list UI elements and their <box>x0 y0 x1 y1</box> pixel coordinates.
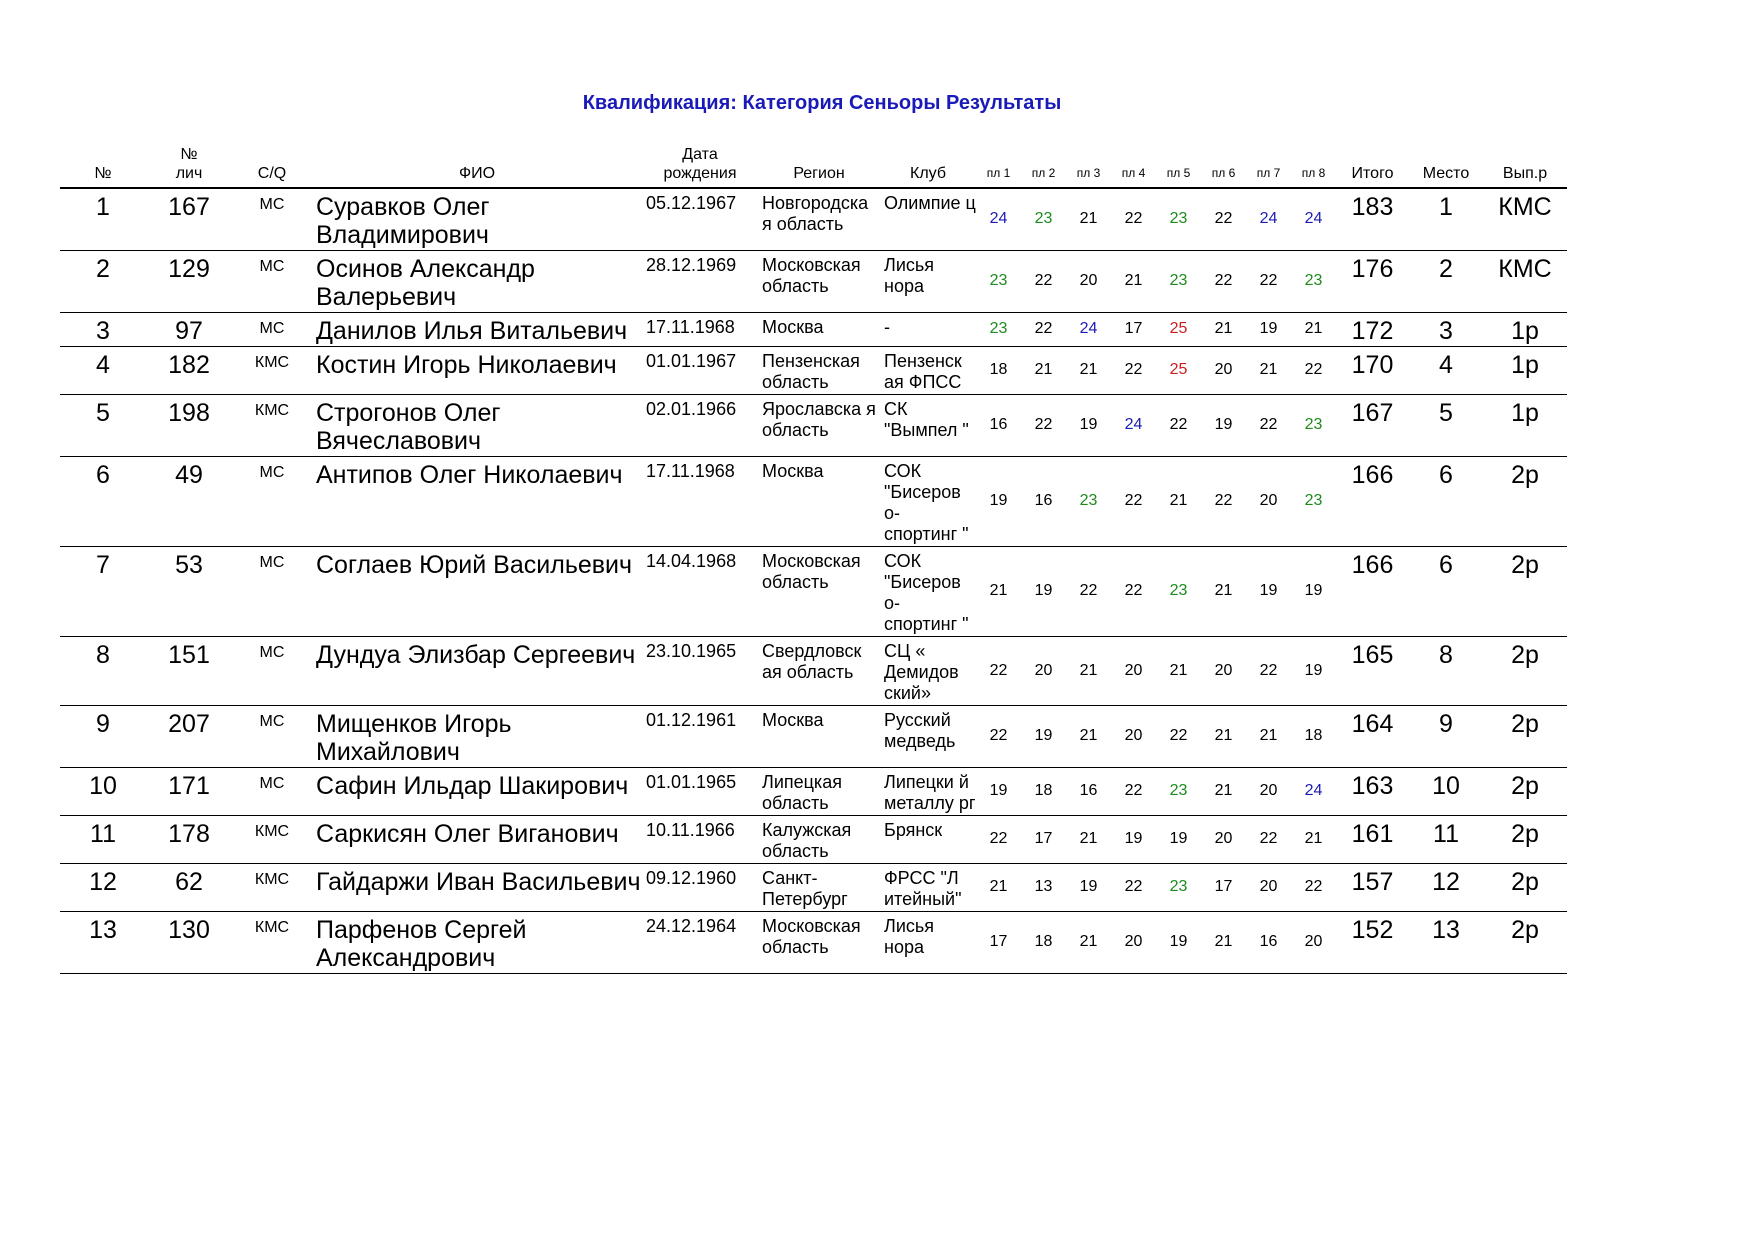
row-score-pl5: 21 <box>1156 637 1201 706</box>
row-club: Русский медведь <box>880 706 976 768</box>
row-bib: 178 <box>146 816 232 864</box>
row-rank: КМС <box>1483 188 1567 251</box>
row-score-pl6: 22 <box>1201 457 1246 547</box>
row-score-pl6: 21 <box>1201 313 1246 347</box>
row-club: Лисья нора <box>880 251 976 313</box>
row-club: Олимпие ц <box>880 188 976 251</box>
row-rank: 2р <box>1483 706 1567 768</box>
row-score-pl8: 18 <box>1291 706 1336 768</box>
row-place: 9 <box>1409 706 1483 768</box>
row-score-pl7: 21 <box>1246 706 1291 768</box>
header-bib: № лич <box>146 145 232 188</box>
row-score-pl1: 22 <box>976 637 1021 706</box>
row-score-pl8: 23 <box>1291 395 1336 457</box>
row-region: Московская область <box>758 912 880 974</box>
row-region: Москва <box>758 457 880 547</box>
row-dob: 01.01.1965 <box>642 768 758 816</box>
row-score-pl2: 18 <box>1021 912 1066 974</box>
row-score-pl3: 19 <box>1066 864 1111 912</box>
row-score-pl7: 20 <box>1246 864 1291 912</box>
row-dob: 05.12.1967 <box>642 188 758 251</box>
row-fio: Дундуа Элизбар Сергеевич <box>312 637 642 706</box>
row-score-pl3: 22 <box>1066 547 1111 637</box>
table-row <box>60 313 1567 347</box>
table-row <box>60 912 1567 974</box>
row-region: Санкт- Петербург <box>758 864 880 912</box>
row-score-pl1: 16 <box>976 395 1021 457</box>
row-bib: 182 <box>146 347 232 395</box>
row-place: 10 <box>1409 768 1483 816</box>
row-bib: 171 <box>146 768 232 816</box>
row-fio: Данилов Илья Витальевич <box>312 313 642 347</box>
row-fio: Мищенков Игорь Михайлович <box>312 706 642 768</box>
row-score-pl6: 20 <box>1201 637 1246 706</box>
row-cq: МС <box>232 457 312 547</box>
row-score-pl4: 21 <box>1111 251 1156 313</box>
row-fio: Осинов Александр Валерьевич <box>312 251 642 313</box>
row-bib: 62 <box>146 864 232 912</box>
row-score-pl7: 22 <box>1246 251 1291 313</box>
row-num: 7 <box>60 547 146 637</box>
row-bib: 167 <box>146 188 232 251</box>
row-score-pl5: 23 <box>1156 251 1201 313</box>
row-score-pl6: 22 <box>1201 251 1246 313</box>
row-place: 1 <box>1409 188 1483 251</box>
header-row <box>60 145 1567 188</box>
row-cq: МС <box>232 313 312 347</box>
header-pl1: пл 1 <box>976 145 1021 188</box>
row-bib: 53 <box>146 547 232 637</box>
row-bib: 151 <box>146 637 232 706</box>
header-pl2: пл 2 <box>1021 145 1066 188</box>
row-dob: 17.11.1968 <box>642 457 758 547</box>
header-num: № <box>60 145 146 188</box>
row-dob: 02.01.1966 <box>642 395 758 457</box>
row-score-pl5: 25 <box>1156 313 1201 347</box>
row-cq: КМС <box>232 395 312 457</box>
row-bib: 49 <box>146 457 232 547</box>
row-score-pl1: 19 <box>976 768 1021 816</box>
row-score-pl8: 19 <box>1291 637 1336 706</box>
row-num: 4 <box>60 347 146 395</box>
row-score-pl2: 16 <box>1021 457 1066 547</box>
row-score-pl7: 20 <box>1246 457 1291 547</box>
row-total: 161 <box>1336 816 1409 864</box>
row-score-pl8: 24 <box>1291 768 1336 816</box>
row-score-pl2: 22 <box>1021 251 1066 313</box>
row-score-pl4: 19 <box>1111 816 1156 864</box>
row-rank: 2р <box>1483 864 1567 912</box>
row-score-pl2: 19 <box>1021 547 1066 637</box>
row-score-pl4: 20 <box>1111 912 1156 974</box>
row-dob: 10.11.1966 <box>642 816 758 864</box>
row-score-pl2: 13 <box>1021 864 1066 912</box>
table-row <box>60 188 1567 251</box>
row-region: Ярославска я область <box>758 395 880 457</box>
row-rank: 1р <box>1483 347 1567 395</box>
header-pl8: пл 8 <box>1291 145 1336 188</box>
row-region: Липецкая область <box>758 768 880 816</box>
row-bib: 130 <box>146 912 232 974</box>
header-cq: C/Q <box>232 145 312 188</box>
row-score-pl4: 22 <box>1111 347 1156 395</box>
row-cq: МС <box>232 768 312 816</box>
row-club: - <box>880 313 976 347</box>
row-score-pl2: 20 <box>1021 637 1066 706</box>
row-score-pl2: 18 <box>1021 768 1066 816</box>
row-score-pl8: 21 <box>1291 313 1336 347</box>
row-place: 12 <box>1409 864 1483 912</box>
row-score-pl1: 21 <box>976 547 1021 637</box>
row-club: Брянск <box>880 816 976 864</box>
row-dob: 01.12.1961 <box>642 706 758 768</box>
header-fio: ФИО <box>312 145 642 188</box>
row-club: СОК "Бисеров о- спортинг " <box>880 547 976 637</box>
row-score-pl8: 22 <box>1291 347 1336 395</box>
row-fio: Антипов Олег Николаевич <box>312 457 642 547</box>
row-fio: Парфенов Сергей Александрович <box>312 912 642 974</box>
row-score-pl4: 24 <box>1111 395 1156 457</box>
row-place: 3 <box>1409 313 1483 347</box>
row-score-pl4: 22 <box>1111 457 1156 547</box>
row-club: СК "Вымпел " <box>880 395 976 457</box>
row-score-pl3: 21 <box>1066 816 1111 864</box>
row-score-pl1: 21 <box>976 864 1021 912</box>
row-rank: 2р <box>1483 457 1567 547</box>
row-bib: 129 <box>146 251 232 313</box>
row-score-pl5: 19 <box>1156 816 1201 864</box>
row-num: 11 <box>60 816 146 864</box>
header-pl6: пл 6 <box>1201 145 1246 188</box>
row-score-pl6: 21 <box>1201 768 1246 816</box>
row-bib: 207 <box>146 706 232 768</box>
header-pl7: пл 7 <box>1246 145 1291 188</box>
row-score-pl1: 24 <box>976 188 1021 251</box>
row-place: 6 <box>1409 457 1483 547</box>
row-club: Липецки й металлу рг <box>880 768 976 816</box>
row-score-pl3: 23 <box>1066 457 1111 547</box>
row-score-pl6: 21 <box>1201 912 1246 974</box>
row-region: Свердловск ая область <box>758 637 880 706</box>
row-score-pl2: 17 <box>1021 816 1066 864</box>
row-num: 10 <box>60 768 146 816</box>
row-cq: МС <box>232 547 312 637</box>
table-row <box>60 706 1567 768</box>
row-score-pl7: 16 <box>1246 912 1291 974</box>
row-rank: 2р <box>1483 912 1567 974</box>
row-num: 2 <box>60 251 146 313</box>
row-region: Московская область <box>758 251 880 313</box>
row-total: 166 <box>1336 457 1409 547</box>
row-dob: 17.11.1968 <box>642 313 758 347</box>
row-cq: КМС <box>232 816 312 864</box>
row-score-pl5: 23 <box>1156 188 1201 251</box>
row-total: 166 <box>1336 547 1409 637</box>
row-score-pl5: 19 <box>1156 912 1201 974</box>
row-score-pl2: 22 <box>1021 395 1066 457</box>
row-score-pl6: 20 <box>1201 347 1246 395</box>
row-dob: 09.12.1960 <box>642 864 758 912</box>
row-num: 12 <box>60 864 146 912</box>
row-club: СЦ « Демидов ский» <box>880 637 976 706</box>
row-score-pl1: 22 <box>976 706 1021 768</box>
row-dob: 28.12.1969 <box>642 251 758 313</box>
row-score-pl4: 17 <box>1111 313 1156 347</box>
header-club: Клуб <box>880 145 976 188</box>
row-score-pl6: 20 <box>1201 816 1246 864</box>
row-place: 2 <box>1409 251 1483 313</box>
row-place: 8 <box>1409 637 1483 706</box>
row-score-pl5: 25 <box>1156 347 1201 395</box>
row-score-pl3: 21 <box>1066 347 1111 395</box>
header-pl5: пл 5 <box>1156 145 1201 188</box>
row-rank: КМС <box>1483 251 1567 313</box>
row-club: ФРСС "Л итейный" <box>880 864 976 912</box>
row-score-pl7: 20 <box>1246 768 1291 816</box>
row-total: 157 <box>1336 864 1409 912</box>
row-score-pl7: 19 <box>1246 313 1291 347</box>
row-score-pl3: 21 <box>1066 188 1111 251</box>
row-score-pl4: 22 <box>1111 864 1156 912</box>
row-score-pl4: 22 <box>1111 547 1156 637</box>
header-total: Итого <box>1336 145 1409 188</box>
row-score-pl1: 18 <box>976 347 1021 395</box>
row-score-pl1: 23 <box>976 251 1021 313</box>
row-fio: Гайдаржи Иван Васильевич <box>312 864 642 912</box>
row-region: Пензенская область <box>758 347 880 395</box>
row-score-pl4: 22 <box>1111 768 1156 816</box>
row-score-pl7: 22 <box>1246 816 1291 864</box>
row-num: 1 <box>60 188 146 251</box>
row-score-pl8: 24 <box>1291 188 1336 251</box>
row-num: 13 <box>60 912 146 974</box>
row-rank: 2р <box>1483 768 1567 816</box>
row-score-pl8: 22 <box>1291 864 1336 912</box>
row-fio: Саркисян Олег Виганович <box>312 816 642 864</box>
row-num: 9 <box>60 706 146 768</box>
row-score-pl7: 22 <box>1246 637 1291 706</box>
results-table <box>60 145 1567 974</box>
row-score-pl4: 20 <box>1111 637 1156 706</box>
row-score-pl3: 20 <box>1066 251 1111 313</box>
row-cq: МС <box>232 251 312 313</box>
row-rank: 1р <box>1483 313 1567 347</box>
row-total: 152 <box>1336 912 1409 974</box>
row-score-pl1: 23 <box>976 313 1021 347</box>
row-fio: Костин Игорь Николаевич <box>312 347 642 395</box>
table-row <box>60 347 1567 395</box>
row-score-pl5: 21 <box>1156 457 1201 547</box>
row-place: 4 <box>1409 347 1483 395</box>
table-row <box>60 547 1567 637</box>
row-total: 170 <box>1336 347 1409 395</box>
row-score-pl7: 21 <box>1246 347 1291 395</box>
row-score-pl6: 19 <box>1201 395 1246 457</box>
row-club: Лисья нора <box>880 912 976 974</box>
row-dob: 14.04.1968 <box>642 547 758 637</box>
row-score-pl3: 24 <box>1066 313 1111 347</box>
table-row <box>60 457 1567 547</box>
row-score-pl7: 19 <box>1246 547 1291 637</box>
row-score-pl5: 22 <box>1156 395 1201 457</box>
row-score-pl7: 24 <box>1246 188 1291 251</box>
row-region: Московская область <box>758 547 880 637</box>
row-score-pl3: 21 <box>1066 706 1111 768</box>
row-score-pl6: 21 <box>1201 706 1246 768</box>
row-region: Новгородска я область <box>758 188 880 251</box>
row-score-pl8: 20 <box>1291 912 1336 974</box>
row-rank: 2р <box>1483 816 1567 864</box>
row-total: 163 <box>1336 768 1409 816</box>
header-region: Регион <box>758 145 880 188</box>
row-total: 165 <box>1336 637 1409 706</box>
table-row <box>60 768 1567 816</box>
page-title: Квалификация: Категория Сеньоры Результаты <box>582 92 1062 114</box>
table-row <box>60 637 1567 706</box>
table-row <box>60 395 1567 457</box>
row-region: Москва <box>758 706 880 768</box>
row-score-pl7: 22 <box>1246 395 1291 457</box>
row-fio: Строгонов Олег Вячеславович <box>312 395 642 457</box>
row-score-pl8: 23 <box>1291 457 1336 547</box>
row-score-pl3: 21 <box>1066 912 1111 974</box>
row-fio: Соглаев Юрий Васильевич <box>312 547 642 637</box>
header-dob: Дата рождения <box>642 145 758 188</box>
row-club: СОК "Бисеров о- спортинг " <box>880 457 976 547</box>
row-dob: 23.10.1965 <box>642 637 758 706</box>
row-score-pl3: 21 <box>1066 637 1111 706</box>
row-dob: 01.01.1967 <box>642 347 758 395</box>
row-place: 5 <box>1409 395 1483 457</box>
row-score-pl6: 17 <box>1201 864 1246 912</box>
results-body <box>60 188 1567 974</box>
row-club: Пензенск ая ФПСС <box>880 347 976 395</box>
table-row <box>60 864 1567 912</box>
header-pl4: пл 4 <box>1111 145 1156 188</box>
row-region: Калужская область <box>758 816 880 864</box>
row-cq: КМС <box>232 864 312 912</box>
row-score-pl6: 22 <box>1201 188 1246 251</box>
row-num: 8 <box>60 637 146 706</box>
row-score-pl2: 21 <box>1021 347 1066 395</box>
row-score-pl1: 22 <box>976 816 1021 864</box>
row-place: 6 <box>1409 547 1483 637</box>
header-place: Место <box>1409 145 1483 188</box>
row-bib: 198 <box>146 395 232 457</box>
row-num: 3 <box>60 313 146 347</box>
row-dob: 24.12.1964 <box>642 912 758 974</box>
row-score-pl3: 19 <box>1066 395 1111 457</box>
row-fio: Суравков Олег Владимирович <box>312 188 642 251</box>
row-score-pl2: 23 <box>1021 188 1066 251</box>
row-rank: 2р <box>1483 637 1567 706</box>
row-cq: МС <box>232 637 312 706</box>
row-cq: МС <box>232 188 312 251</box>
row-fio: Сафин Ильдар Шакирович <box>312 768 642 816</box>
row-score-pl2: 22 <box>1021 313 1066 347</box>
row-score-pl8: 23 <box>1291 251 1336 313</box>
row-region: Москва <box>758 313 880 347</box>
row-total: 183 <box>1336 188 1409 251</box>
row-score-pl5: 23 <box>1156 547 1201 637</box>
row-total: 167 <box>1336 395 1409 457</box>
row-score-pl3: 16 <box>1066 768 1111 816</box>
row-place: 13 <box>1409 912 1483 974</box>
row-num: 6 <box>60 457 146 547</box>
row-rank: 2р <box>1483 547 1567 637</box>
row-score-pl4: 20 <box>1111 706 1156 768</box>
row-score-pl8: 21 <box>1291 816 1336 864</box>
row-score-pl5: 23 <box>1156 768 1201 816</box>
row-bib: 97 <box>146 313 232 347</box>
row-rank: 1р <box>1483 395 1567 457</box>
row-cq: КМС <box>232 912 312 974</box>
row-score-pl5: 22 <box>1156 706 1201 768</box>
row-score-pl1: 17 <box>976 912 1021 974</box>
header-rank: Вып.р <box>1483 145 1567 188</box>
row-score-pl1: 19 <box>976 457 1021 547</box>
table-row <box>60 251 1567 313</box>
row-score-pl2: 19 <box>1021 706 1066 768</box>
row-score-pl8: 19 <box>1291 547 1336 637</box>
row-score-pl6: 21 <box>1201 547 1246 637</box>
row-num: 5 <box>60 395 146 457</box>
row-score-pl5: 23 <box>1156 864 1201 912</box>
row-score-pl4: 22 <box>1111 188 1156 251</box>
header-pl3: пл 3 <box>1066 145 1111 188</box>
row-place: 11 <box>1409 816 1483 864</box>
table-row <box>60 816 1567 864</box>
row-cq: МС <box>232 706 312 768</box>
row-cq: КМС <box>232 347 312 395</box>
row-total: 164 <box>1336 706 1409 768</box>
row-total: 176 <box>1336 251 1409 313</box>
row-total: 172 <box>1336 313 1409 347</box>
